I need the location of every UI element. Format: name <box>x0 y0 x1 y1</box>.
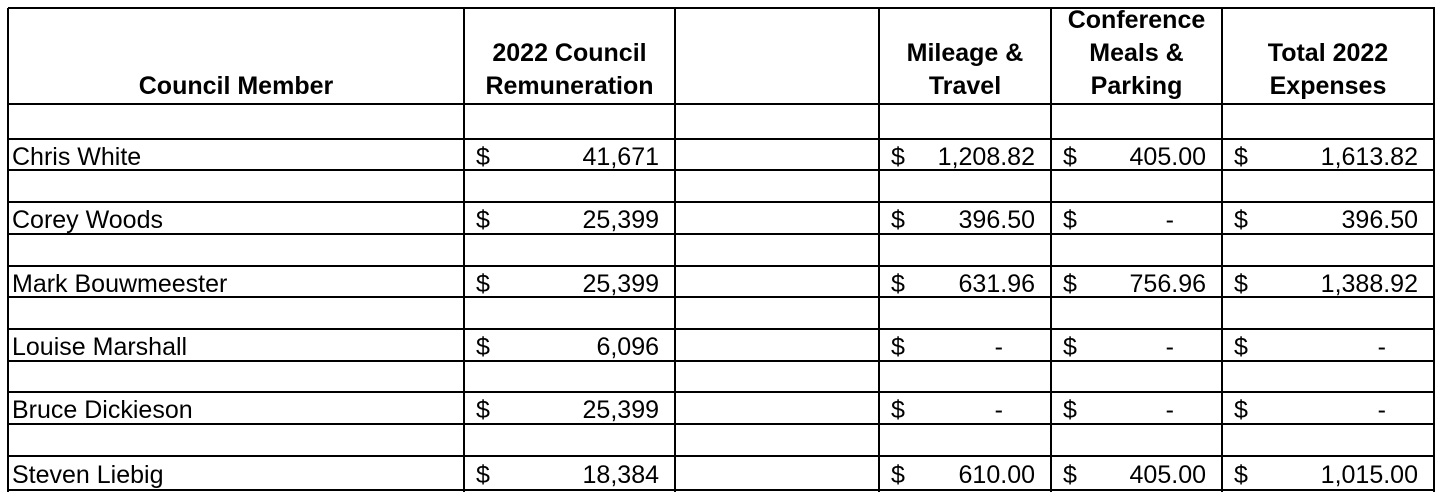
currency-symbol: $ <box>891 270 905 298</box>
currency-symbol: $ <box>1234 270 1248 298</box>
grid-horizontal-line <box>8 328 1435 330</box>
column-header-blank <box>675 8 879 103</box>
amount-mileage: - <box>994 333 1003 361</box>
grid-horizontal-line <box>8 489 1435 491</box>
council-member-name: Bruce Dickieson <box>12 396 193 424</box>
currency-symbol: $ <box>1063 206 1077 234</box>
amount-conference: - <box>1165 396 1174 424</box>
column-header-text: Total 2022 <box>1267 39 1389 67</box>
council-member-name: Chris White <box>12 143 142 171</box>
amount-conference: 405.00 <box>1129 461 1206 489</box>
amount-remuneration: 25,399 <box>582 396 659 424</box>
currency-symbol: $ <box>476 461 490 489</box>
amount-remuneration: 41,671 <box>582 143 659 171</box>
amount-mileage: - <box>994 396 1003 424</box>
council-member-name: Steven Liebig <box>12 461 164 489</box>
grid-horizontal-line <box>8 103 1435 105</box>
currency-symbol: $ <box>476 333 490 361</box>
currency-symbol: $ <box>1063 333 1077 361</box>
currency-symbol: $ <box>476 143 490 171</box>
currency-symbol: $ <box>1234 143 1248 171</box>
amount-mileage: 396.50 <box>958 206 1035 234</box>
currency-symbol: $ <box>891 333 905 361</box>
grid-horizontal-line <box>8 265 1435 267</box>
currency-symbol: $ <box>891 396 905 424</box>
grid-horizontal-line <box>8 233 1435 235</box>
amount-remuneration: 25,399 <box>582 206 659 234</box>
amount-total: 396.50 <box>1341 206 1418 234</box>
grid-horizontal-line <box>8 201 1435 203</box>
column-header-text: Meals & <box>1089 39 1184 67</box>
currency-symbol: $ <box>476 396 490 424</box>
amount-total: - <box>1377 333 1386 361</box>
amount-conference: 756.96 <box>1129 270 1206 298</box>
grid-horizontal-line <box>8 391 1435 393</box>
currency-symbol: $ <box>1234 461 1248 489</box>
column-header-text: Expenses <box>1269 72 1387 100</box>
column-header-text: Conference <box>1067 6 1206 34</box>
column-header-remuneration <box>464 8 675 103</box>
currency-symbol: $ <box>1063 143 1077 171</box>
column-header-text: Council Member <box>138 72 334 100</box>
currency-symbol: $ <box>891 206 905 234</box>
council-member-name: Corey Woods <box>12 206 163 234</box>
amount-remuneration: 25,399 <box>582 270 659 298</box>
amount-mileage: 1,208.82 <box>937 143 1035 171</box>
currency-symbol: $ <box>891 143 905 171</box>
column-header-text: Remuneration <box>485 72 654 100</box>
amount-conference: - <box>1165 333 1174 361</box>
council-member-name: Louise Marshall <box>12 333 188 361</box>
council-member-name: Mark Bouwmeester <box>12 270 228 298</box>
grid-horizontal-line <box>8 169 1435 171</box>
grid-horizontal-line <box>8 423 1435 425</box>
currency-symbol: $ <box>476 270 490 298</box>
column-header-text: 2022 Council <box>492 39 647 67</box>
amount-conference: 405.00 <box>1129 143 1206 171</box>
column-header-total <box>1222 8 1434 103</box>
column-header-text: Travel <box>928 72 1002 100</box>
grid-horizontal-line <box>8 455 1435 457</box>
currency-symbol: $ <box>1234 333 1248 361</box>
currency-symbol: $ <box>1234 206 1248 234</box>
currency-symbol: $ <box>1234 396 1248 424</box>
column-header-member <box>8 8 464 103</box>
column-header-mileage <box>879 8 1051 103</box>
column-header-conference <box>1051 8 1222 103</box>
amount-remuneration: 6,096 <box>596 333 659 361</box>
currency-symbol: $ <box>1063 270 1077 298</box>
currency-symbol: $ <box>891 461 905 489</box>
amount-mileage: 610.00 <box>958 461 1035 489</box>
column-header-text: Parking <box>1090 72 1183 100</box>
amount-total: 1,015.00 <box>1320 461 1418 489</box>
amount-remuneration: 18,384 <box>582 461 659 489</box>
amount-total: 1,388.92 <box>1320 270 1418 298</box>
grid-horizontal-line <box>8 138 1435 140</box>
currency-symbol: $ <box>1063 396 1077 424</box>
column-header-text: Mileage & <box>906 39 1024 67</box>
currency-symbol: $ <box>1063 461 1077 489</box>
currency-symbol: $ <box>476 206 490 234</box>
amount-total: - <box>1377 396 1386 424</box>
amount-mileage: 631.96 <box>958 270 1035 298</box>
grid-horizontal-line <box>8 360 1435 362</box>
amount-total: 1,613.82 <box>1320 143 1418 171</box>
amount-conference: - <box>1165 206 1174 234</box>
